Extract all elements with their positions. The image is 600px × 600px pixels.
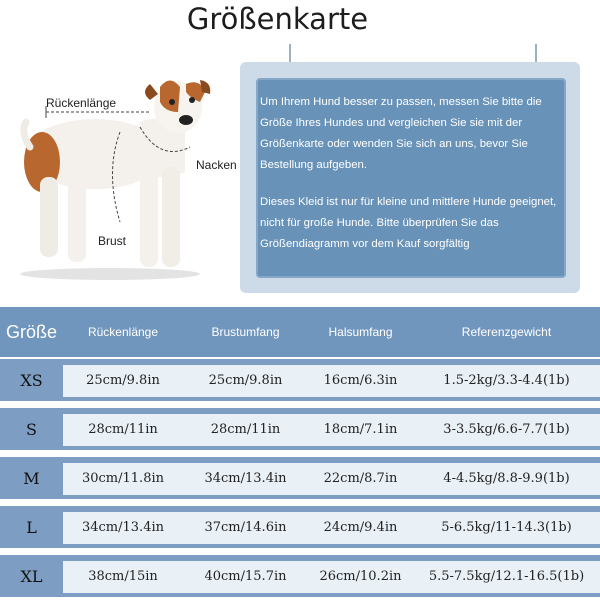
cell-neck: 18cm/7.1in bbox=[323, 422, 398, 437]
info-paragraph-1: Um Ihrem Hund besser zu passen, messen Sie bitte die Größe Ihres Hundes und vergleichen Sie sie mit der Größenkarte oder wenden Sie sich an uns, bevor Sie Bestellung aufgeben. bbox=[260, 96, 542, 171]
cell-chest: 34cm/13.4in bbox=[204, 471, 287, 486]
row-size: XS bbox=[20, 371, 43, 390]
table-row bbox=[0, 506, 600, 548]
cell-back: 38cm/15in bbox=[88, 569, 158, 584]
size-table-header bbox=[0, 307, 600, 357]
label-chest: Brust bbox=[98, 234, 127, 248]
cell-back: 34cm/13.4in bbox=[81, 520, 164, 535]
cell-weight: 4-4.5kg/8.8-9.9(1b) bbox=[443, 471, 570, 486]
dog-image bbox=[0, 62, 245, 292]
cell-weight: 5-6.5kg/11-14.3(1b) bbox=[441, 520, 572, 535]
cell-chest: 25cm/9.8in bbox=[208, 373, 283, 388]
label-neck: Nacken bbox=[196, 158, 237, 172]
cell-chest: 37cm/14.6in bbox=[204, 520, 287, 535]
row-size: S bbox=[26, 420, 37, 439]
table-row bbox=[0, 555, 600, 597]
header-chest: Brustumfang bbox=[211, 325, 280, 339]
table-row bbox=[0, 457, 600, 499]
cell-neck: 26cm/10.2in bbox=[319, 569, 402, 584]
header-neck: Halsumfang bbox=[328, 325, 393, 339]
header-weight: Referenzgewicht bbox=[461, 325, 552, 339]
header-back-length: Rückenlänge bbox=[87, 325, 159, 339]
cell-neck: 24cm/9.4in bbox=[323, 520, 398, 535]
cell-back: 25cm/9.8in bbox=[86, 373, 160, 388]
dog-illustration bbox=[0, 62, 245, 292]
cell-back: 30cm/11.8in bbox=[81, 471, 164, 486]
cell-back: 28cm/11in bbox=[88, 422, 158, 437]
cell-neck: 22cm/8.7in bbox=[323, 471, 398, 486]
cell-chest: 28cm/11in bbox=[210, 422, 281, 437]
table-row bbox=[0, 359, 600, 401]
cell-weight: 3-3.5kg/6.6-7.7(1b) bbox=[443, 422, 570, 437]
cell-weight: 5.5-7.5kg/12.1-16.5(1b) bbox=[428, 569, 585, 584]
cell-chest: 40cm/15.7in bbox=[204, 569, 287, 584]
cell-weight: 1.5-2kg/3.3-4.4(1b) bbox=[443, 373, 570, 388]
row-size: XL bbox=[20, 567, 43, 586]
info-sign bbox=[256, 78, 566, 278]
label-back-length: Rückenlänge bbox=[46, 96, 117, 110]
info-paragraph-2: Dieses Kleid ist nur für kleine und mittlere Hunde geeignet, nicht für große Hunde. Bitte überprüfen Sie das Größendiagramm vor dem Kauf sorgfältig bbox=[260, 196, 557, 250]
cell-neck: 16cm/6.3in bbox=[323, 373, 398, 388]
header-size: Größe bbox=[5, 322, 57, 342]
table-row bbox=[0, 408, 600, 450]
page-title: Größenkarte bbox=[186, 2, 369, 36]
row-size: L bbox=[26, 518, 37, 537]
row-size: M bbox=[23, 469, 40, 488]
